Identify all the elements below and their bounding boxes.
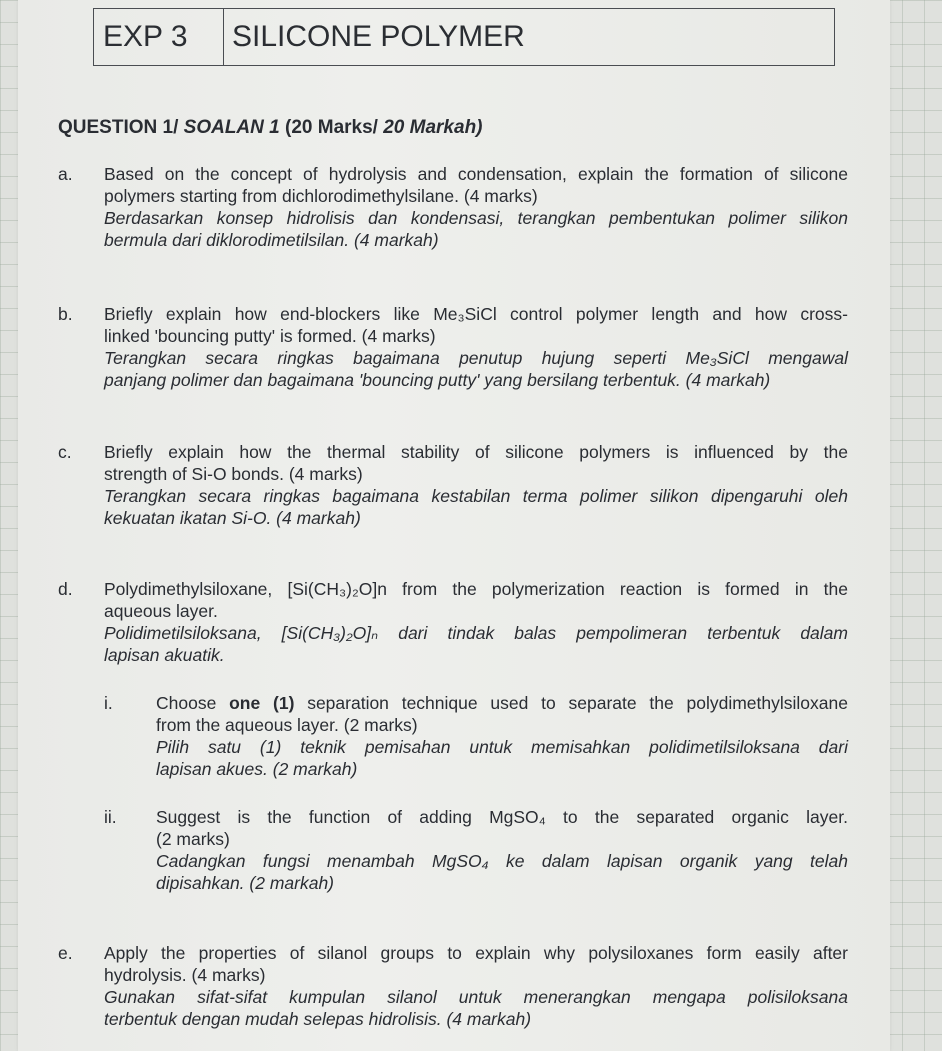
item-text-ms: lapisan akuatik. <box>104 645 225 665</box>
item-text-ms: panjang polimer dan bagaimana 'bouncing putty' yang bersilang terbentuk. (4 markah) <box>104 370 771 390</box>
item-letter: ii. <box>104 807 117 827</box>
item-text-en-part: Choose <box>156 693 230 713</box>
item-text-en: from the aqueous layer. (2 marks) <box>156 715 418 735</box>
emphasis-one: one (1) <box>229 693 295 713</box>
item-text-ms: Terangkan secara ringkas bagaimana penutup hujung seperti Me₃SiCl mengawal <box>104 348 848 368</box>
item-letter: i. <box>104 693 113 713</box>
question-marks-ms: 20 Markah) <box>383 117 483 138</box>
item-text-ms: Terangkan secara ringkas bagaimana kestabilan terma polimer silikon dipengaruhi oleh <box>104 486 848 506</box>
item-text-ms: Pilih satu (1) teknik pemisahan untuk memisahkan polidimetilsiloksana dari <box>156 737 848 757</box>
item-text-ms: dipisahkan. (2 markah) <box>156 873 334 893</box>
experiment-title: SILICONE POLYMER <box>232 20 525 53</box>
experiment-number: EXP 3 <box>94 9 224 65</box>
item-text-ms: terbentuk dengan mudah selepas hidrolisis. (4 markah) <box>104 1009 532 1029</box>
item-text-en: Suggest is the function of adding MgSO₄ to the separated organic layer. <box>156 807 848 827</box>
question-title-en: QUESTION 1/ <box>58 117 179 138</box>
item-text-en <box>156 692 848 714</box>
item-text-en: Briefly explain how the thermal stability of silicone polymers is influenced by the <box>104 442 848 462</box>
item-letter: c. <box>58 442 72 462</box>
item-letter: b. <box>58 304 73 324</box>
question-marks: (20 Marks/ <box>285 117 378 138</box>
item-text-ms: Gunakan sifat-sifat kumpulan silanol untuk menerangkan mengapa polisiloksana <box>104 987 848 1007</box>
item-text-en-part: separation technique used to separate the polydimethylsiloxane <box>294 693 848 713</box>
item-text-ms: bermula dari diklorodimetilsilan. (4 markah) <box>104 230 439 250</box>
item-letter: a. <box>58 164 73 184</box>
item-text-en: Apply the properties of silanol groups to explain why polysiloxanes form easily after <box>104 943 848 963</box>
item-text-ms: Cadangkan fungsi menambah MgSO₄ ke dalam lapisan organik yang telah <box>156 851 848 871</box>
item-letter: e. <box>58 943 73 963</box>
question-title-ms: SOALAN 1 <box>183 117 280 138</box>
item-letter: d. <box>58 579 73 599</box>
item-text-en: aqueous layer. <box>104 601 218 621</box>
item-text-en: Polydimethylsiloxane, [Si(CH₃)₂O]n from the polymerization reaction is formed in the <box>104 579 848 599</box>
item-text-en: Based on the concept of hydrolysis and condensation, explain the formation of silicone <box>104 164 848 184</box>
item-text-en: linked 'bouncing putty' is formed. (4 marks) <box>104 326 436 346</box>
question-title <box>58 117 483 139</box>
item-text-en: polymers starting from dichlorodimethylsilane. (4 marks) <box>104 186 538 206</box>
item-text-en: hydrolysis. (4 marks) <box>104 965 266 985</box>
item-text-ms: kekuatan ikatan Si-O. (4 markah) <box>104 508 361 528</box>
item-text-ms: lapisan akues. (2 markah) <box>156 759 358 779</box>
item-text-en: strength of Si-O bonds. (4 marks) <box>104 464 363 484</box>
item-text-en: Briefly explain how end-blockers like Me₃SiCl control polymer length and how cross- <box>104 304 848 324</box>
experiment-header <box>93 8 835 66</box>
item-text-en: (2 marks) <box>156 829 230 849</box>
item-text-ms: Polidimetilsiloksana, [Si(CH₃)₂O]ₙ dari tindak balas pempolimeran terbentuk dalam <box>104 623 848 643</box>
item-text-ms: Berdasarkan konsep hidrolisis dan kondensasi, terangkan pembentukan polimer silikon <box>104 208 848 228</box>
